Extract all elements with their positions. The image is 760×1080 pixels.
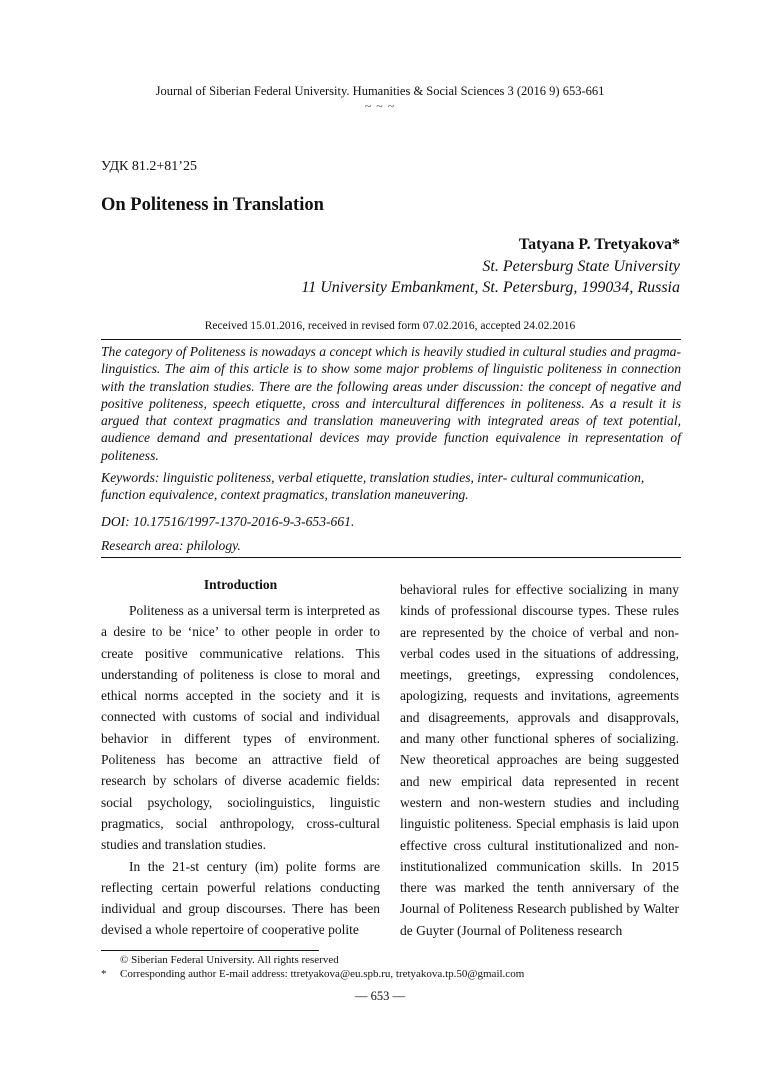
article-title: On Politeness in Translation	[101, 195, 324, 215]
right-paragraph-1: behavioral rules for effective socializing in many kinds of professional discourse types. These rules are represented by the choice of verbal and non-verbal codes used in the situations of addressing, meetings, greetings, expressing condolences, apologizing, requests and invitations, agreements and disagreements, approvals and disapprovals, and many other functional spheres of socializing. New theoretical approaches are being suggested and new empirical data represented in recent western and non-western studies and including linguistic politeness. Special emphasis is laid upon effective cross cultural institutionalized and non-institutionalized communication skills. In 2015 there was marked the tenth anniversary of the Journal of Politeness Research published by Walter de Guyter (Journal of Politeness research	[400, 582, 679, 938]
footnote-star: *	[101, 968, 107, 980]
section-heading-introduction: Introduction	[203, 577, 278, 592]
page-number: — 653 —	[355, 989, 405, 1003]
footnote-corresponding: Corresponding author E-mail address: ttretyakova@eu.spb.ru, tretyakova.tp.50@gmail.com	[120, 968, 525, 980]
left-column	[101, 600, 380, 941]
abstract-bottom-rule	[101, 557, 681, 558]
footnote-copyright: © Siberian Federal University. All rights reserved	[120, 954, 339, 966]
received-dates: Received 15.01.2016, received in revised form 07.02.2016, accepted 24.02.2016	[204, 320, 576, 332]
right-column	[400, 579, 679, 941]
udk-code: УДК 81.2+81’25	[101, 159, 197, 174]
journal-header: Journal of Siberian Federal University. Humanities & Social Sciences 3 (2016 9) 653-661	[155, 84, 605, 98]
header-separator: ~ ~ ~	[364, 99, 396, 113]
research-area: Research area: philology.	[101, 538, 241, 553]
abstract-top-rule	[101, 339, 681, 340]
abstract-text: The category of Politeness is nowadays a concept which is heavily studied in cultural studies and pragma- linguistics. The aim of this article is to show some major problems of linguistic politeness in connection with the translation studies. There are the following areas under discussion: the concept of negative and positive politeness, speech etiquette, cross and intercultural differences in politeness. As a result it is argued that context pragmatics and translation maneuvering with integrated areas of text potential, audience demand and presentational devices may provide function equivalence in representation of politeness.	[101, 344, 681, 463]
author-affiliation: St. Petersburg State University	[482, 258, 680, 275]
left-paragraph-2: In the 21-st century (im) polite forms are reflecting certain powerful relations conducting individual and group discourses. There has been devised a whole repertoire of cooperative polite	[101, 858, 380, 938]
doi: DOI: 10.17516/1997-1370-2016-9-3-653-661.	[101, 514, 355, 529]
author-name: Tatyana P. Tretyakova*	[518, 236, 680, 253]
footnote-rule	[101, 950, 319, 951]
abstract-block	[101, 343, 681, 464]
left-paragraph-1: Politeness as a universal term is interpreted as a desire to be ‘nice’ to other people in order to create positive communicative relations. This understanding of politeness is close to moral and ethical norms accepted in the society and it is connected with customs of social and individual behavior in different types of environment. Politeness has become an attractive field of research by scholars of diverse academic fields: social psychology, sociolinguistics, linguistic pragmatics, social anthropology, cross-cultural studies and translation studies.	[101, 603, 380, 853]
keywords: Keywords: linguistic politeness, verbal etiquette, translation studies, inter- cultural communication, function equivalence, context pragmatics, translation maneuvering.	[101, 470, 645, 503]
author-address: 11 University Embankment, St. Petersburg, 199034, Russia	[301, 279, 680, 296]
